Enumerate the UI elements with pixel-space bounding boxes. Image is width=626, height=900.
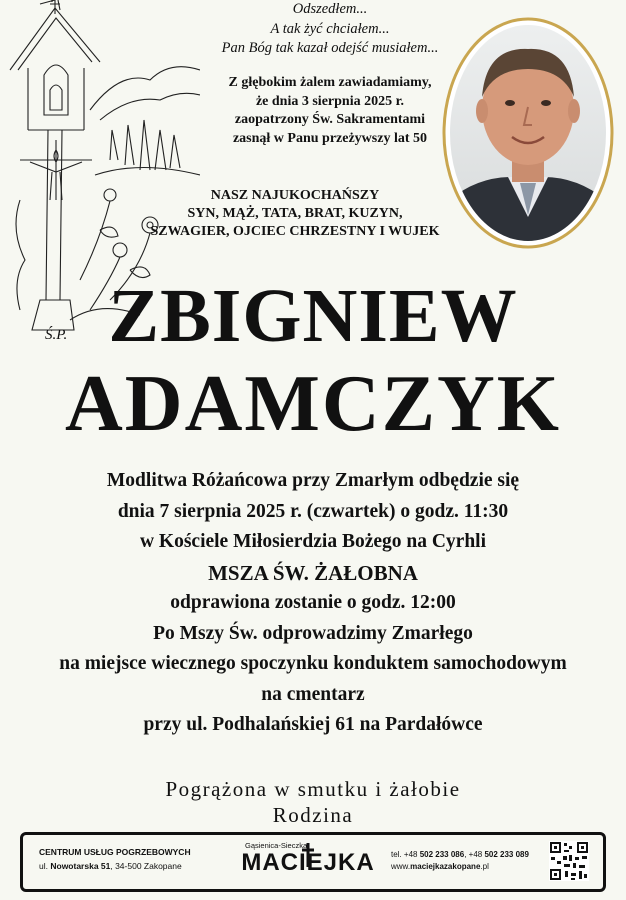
details-line: przy ul. Podhalańskiej 61 na Pardałówce	[143, 714, 483, 735]
website-suffix: .pl	[480, 862, 489, 871]
deceased-portrait	[442, 17, 614, 249]
poem-line: Odszedłem...	[292, 1, 368, 17]
details-line: na miejsce wiecznego spoczynku konduktem samochodowym	[59, 653, 567, 674]
notice-line: że dnia 3 sierpnia 2025 r.	[255, 93, 405, 109]
poem	[180, 0, 480, 59]
city: , 34-500 Zakopane	[110, 861, 182, 871]
qr-code-icon[interactable]	[549, 841, 589, 881]
relation-line: SZWAGIER, OJCIEC CHRZESTNY I WUJEK	[150, 224, 440, 239]
brand-logo	[223, 841, 393, 876]
website-main: maciejkazakopane	[410, 862, 481, 871]
poem-line: A tak żyć chciałem...	[270, 20, 390, 37]
death-notice	[180, 74, 480, 148]
street-label: ul.	[39, 861, 48, 871]
notice-line: Z głębokim żalem zawiadamiamy,	[228, 75, 432, 90]
website[interactable]	[391, 861, 529, 873]
relation-line: NASZ NAJUKOCHAŃSZY	[210, 188, 380, 203]
cross-icon	[301, 843, 315, 867]
funeral-details	[0, 466, 626, 741]
mourners-line: Pogrążona w smutku i żałobie	[165, 777, 461, 801]
funeral-home-footer	[20, 832, 606, 892]
first-name: ZBIGNIEW	[108, 274, 518, 358]
tel-label: tel. +48	[391, 850, 418, 859]
relation-line: SYN, MĄŻ, TATA, BRAT, KUZYN,	[187, 206, 403, 221]
details-line: Po Mszy Św. odprowadzimy Zmarłego	[153, 622, 473, 644]
company-name: CENTRUM USŁUG POGRZEBOWYCH	[39, 847, 191, 857]
details-line: na cmentarz	[261, 683, 365, 705]
phone-sep: , +48	[464, 850, 483, 859]
notice-line: zaopatrzony Św. Sakramentami	[234, 112, 426, 127]
details-line: dnia 7 sierpnia 2025 r. (czwartek) o godz. 11:30	[117, 500, 509, 522]
brand-name: MACIEJKA	[241, 849, 375, 876]
mourners-line: Rodzina	[272, 803, 354, 827]
company-contact	[391, 849, 529, 873]
phone-1[interactable]: 502 233 086	[419, 850, 465, 859]
company-address	[39, 845, 191, 873]
mourners	[0, 776, 626, 828]
last-name: ADAMCZYK	[65, 360, 561, 448]
notice-line: zasnął w Panu przeżywszy lat 50	[232, 130, 428, 146]
website-prefix: www.	[391, 862, 411, 871]
details-line: Modlitwa Różańcowa przy Zmarłym odbędzie się	[106, 470, 520, 491]
details-line-mass: MSZA ŚW. ŻAŁOBNA	[208, 560, 418, 585]
family-relation	[130, 187, 460, 241]
name-prefix: Ś.P.	[45, 327, 68, 343]
phone-2[interactable]: 502 233 089	[484, 850, 529, 859]
street-name: Nowotarska 51	[50, 861, 111, 871]
poem-line: Pan Bóg tak kazał odejść musiałem...	[221, 40, 439, 56]
brand-top: Gąsienica-Sieczka	[245, 841, 308, 850]
phone-numbers	[391, 849, 529, 861]
details-line: odprawiona zostanie o godz. 12:00	[170, 592, 456, 613]
company-street	[39, 859, 191, 873]
details-line: w Kościele Miłosierdzia Bożego na Cyrhli	[139, 531, 487, 552]
